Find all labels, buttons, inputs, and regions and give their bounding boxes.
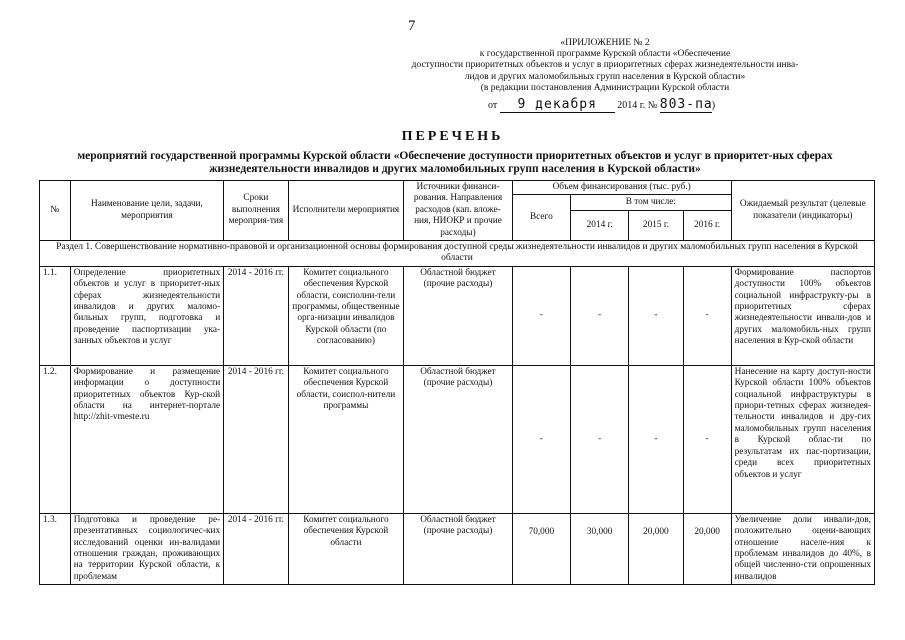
header-2014: 2014 г. xyxy=(571,211,629,241)
header-executors: Исполнители мероприятия xyxy=(288,181,404,241)
table-row xyxy=(40,365,875,513)
row-2016: - xyxy=(683,266,731,365)
row-name: Определение приоритетных объектов и услуг в приоритет-ных сферах жизнедеятельности инвалидов и других маломо-бильных групп, подготовка и проведение паспортизации ука-занных объектов и услуг xyxy=(70,266,223,365)
handwritten-date: 9 декабря xyxy=(500,97,615,113)
row-executors: Комитет социального обеспечения Курской области xyxy=(288,513,404,584)
row-source: Областной бюджет (прочие расходы) xyxy=(404,513,512,584)
row-num: 1.1. xyxy=(40,266,71,365)
handwritten-number: 803-па xyxy=(659,97,713,112)
close-paren: ) xyxy=(711,100,716,111)
table-row xyxy=(40,266,875,365)
appendix-line: «ПРИЛОЖЕНИЕ № 2 xyxy=(560,38,650,48)
row-total: 70,000 xyxy=(512,513,570,584)
row-result: Формирование паспортов доступности 100% объектов социальной инфраструкту-ры в приоритетных сферах жизнедеятельности инвали-дов и других маломобиль-ных групп населения в Кур-ской области xyxy=(731,266,874,365)
row-terms: 2014 - 2016 гг. xyxy=(224,266,288,365)
row-2014: 30,000 xyxy=(571,513,629,584)
measures-table xyxy=(39,180,875,585)
row-source: Областной бюджет (прочие расходы) xyxy=(404,365,512,513)
page-number: 7 xyxy=(408,18,416,34)
appendix-line: (в редакции постановления Администрации Курской области xyxy=(480,82,730,93)
row-2014: - xyxy=(571,365,629,513)
row-terms: 2014 - 2016 гг. xyxy=(224,365,288,513)
date-prefix: от xyxy=(488,100,498,111)
header-2016: 2016 г. xyxy=(683,211,731,241)
header-terms: Сроки выполнения мероприя-тия xyxy=(224,181,288,241)
row-executors: Комитет социального обеспечения Курской области, соиспол-нители программы xyxy=(288,365,404,513)
row-total: - xyxy=(512,365,570,513)
table-row xyxy=(40,513,875,584)
row-2014: - xyxy=(571,266,629,365)
row-result: Увеличение доли инвали-дов, положительно оцени-вающих отношение населе-ния к проблемам инвалидов до 40%, в общей численно-сти опрошенных инвалидов xyxy=(731,513,874,584)
appendix-line: к государственной программе Курской области «Обеспечение xyxy=(479,49,731,60)
header-result: Ожидаемый результат (целевые показатели (индикаторы) xyxy=(731,181,874,241)
header-num: № xyxy=(40,181,71,241)
row-2015: 20,000 xyxy=(629,513,683,584)
row-total: - xyxy=(512,266,570,365)
year-text: 2014 г. № xyxy=(617,100,658,111)
appendix-line: лидов и других маломобильных групп населения в Курской области» xyxy=(464,71,746,82)
document-subtitle: мероприятий государственной программы Курской области «Обеспечение доступности приоритетных объектов и услуг в приоритет-ных сферах жизнедеятельности инвалидов и других маломобильных групп населения в Курской области» xyxy=(77,150,833,175)
row-num: 1.3. xyxy=(40,513,71,584)
header-including: В том числе: xyxy=(571,195,732,211)
header-total: Всего xyxy=(512,195,570,241)
row-2015: - xyxy=(629,365,683,513)
row-2016: - xyxy=(683,365,731,513)
header-name: Наименование цели, задачи, мероприятия xyxy=(70,181,223,241)
appendix-header xyxy=(395,38,815,94)
row-name: Подготовка и проведение ре-презентативных социологичес-ких исследований оценки ин-валидами отношения граждан, проживающих на территории Курской области, к проблемам xyxy=(70,513,223,584)
header-row xyxy=(40,181,875,195)
document-title: ПЕРЕЧЕНЬ xyxy=(401,129,504,144)
row-name: Формирование и размещение информации о доступности приоритетных объектов Кур-ской области на интернет-портале http://zhit-vmeste.ru xyxy=(70,365,223,513)
row-source: Областной бюджет (прочие расходы) xyxy=(404,266,512,365)
header-funding: Объем финансирования (тыс. руб.) xyxy=(512,181,731,195)
row-2016: 20,000 xyxy=(683,513,731,584)
appendix-line: доступности приоритетных объектов и услуг в приоритетных сферах жизнедеятельности инва- xyxy=(411,60,799,71)
row-num: 1.2. xyxy=(40,365,71,513)
header-sources: Источники финанси-рования. Направления расходов (кап. вложе-ния, НИОКР и прочие расходы) xyxy=(404,181,512,241)
row-2015: - xyxy=(629,266,683,365)
row-result: Нанесение на карту доступ-ности Курской области 100% объектов социальной инфраструктуры в приори-тетных сферах жизнедея-тельности инвалидов и дру-гих маломобильных групп населения в Курской облас-ти по результатам их пас-портизации, среди всех приоритетных объектов и услуг xyxy=(731,365,874,513)
resolution-date-line xyxy=(488,97,715,113)
row-terms: 2014 - 2016 гг. xyxy=(224,513,288,584)
section-row xyxy=(40,241,875,267)
row-executors: Комитет социального обеспечения Курской области, соисполни-тели программы, общественные орга-низации инвалидов Курской области (по согласованию) xyxy=(288,266,404,365)
section-title: Раздел 1. Совершенствование нормативно-правовой и организационной основы формирования доступной среды жизнедеятельности инвалидов и других маломобильных групп населения в Курской области xyxy=(40,241,875,267)
header-2015: 2015 г. xyxy=(629,211,683,241)
